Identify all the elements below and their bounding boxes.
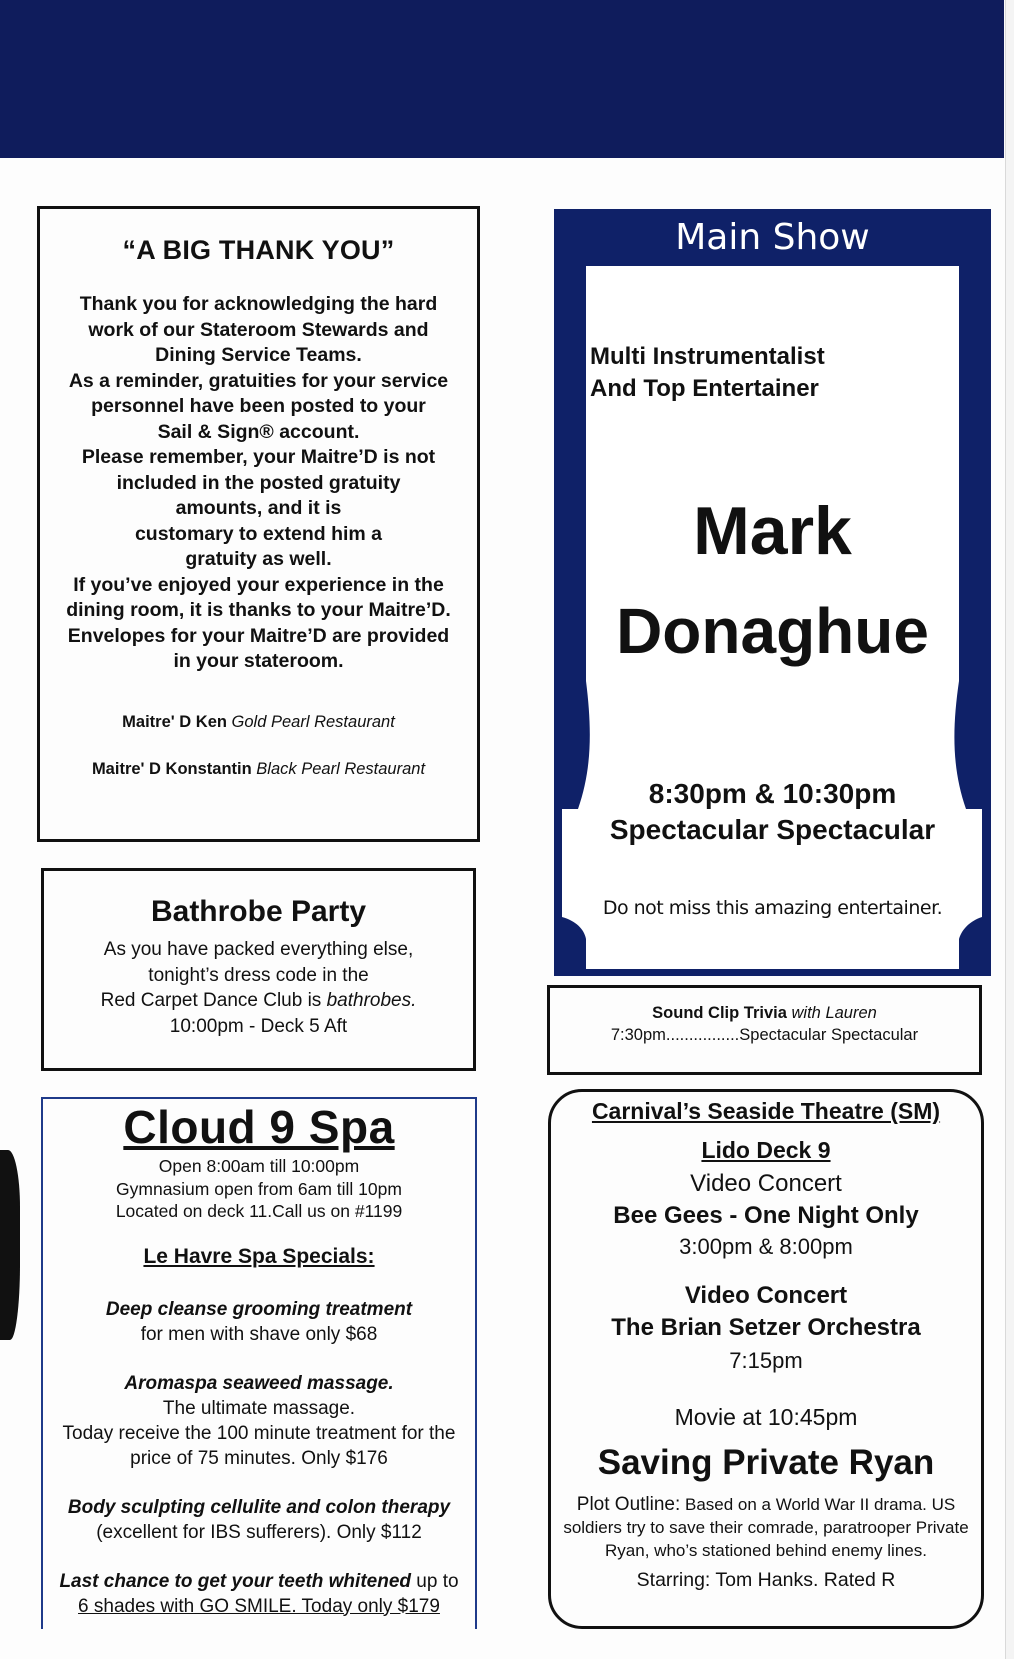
- thank-you-line: customary to extend him a: [134, 522, 383, 545]
- concert1-type: Video Concert: [690, 1170, 842, 1197]
- movie-starring: Starring: Tom Hanks. Rated R: [636, 1569, 896, 1591]
- spa-special-item: [43, 1371, 475, 1471]
- thank-you-line: personnel have been posted to your: [91, 395, 426, 417]
- spa-special-text: The ultimate massage.: [162, 1397, 356, 1419]
- plot-label: Plot Outline:: [576, 1494, 681, 1515]
- trivia-title: Sound Clip Trivia: [652, 1004, 787, 1022]
- thank-you-title: “A BIG THANK YOU”: [122, 235, 395, 265]
- header-banner: [0, 0, 1004, 158]
- spa-info-line: Located on deck 11.Call us on #1199: [115, 1201, 403, 1221]
- concert2-title: The Brian Setzer Orchestra: [611, 1314, 921, 1341]
- spa-special-text: (excellent for IBS sufferers). Only $112: [96, 1521, 422, 1543]
- movie-plot: [563, 1493, 969, 1562]
- page-edge: [1005, 0, 1014, 1659]
- spa-special-item: [43, 1495, 475, 1545]
- bathrobe-line: tonight’s dress code in the: [148, 964, 369, 986]
- signature-restaurant: Black Pearl Restaurant: [256, 759, 426, 778]
- bathrobe-line: [44, 988, 473, 1014]
- subtitle-line: Multi Instrumentalist: [590, 343, 825, 370]
- trivia-host: with Lauren: [791, 1004, 877, 1022]
- show-venue: Spectacular Spectacular: [609, 814, 936, 845]
- thank-you-line: Thank you for acknowledging the hard: [79, 293, 438, 315]
- main-show-title: Main Show: [675, 217, 870, 258]
- concert1-title: Bee Gees - One Night Only: [613, 1202, 919, 1229]
- spa-special-item: [43, 1297, 475, 1347]
- seaside-theatre-notice: [548, 1089, 984, 1629]
- spa-info-line: Gymnasium open from 6am till 10pm: [116, 1178, 402, 1199]
- signature-restaurant: Gold Pearl Restaurant: [231, 712, 395, 731]
- movie-title: Saving Private Ryan: [597, 1443, 935, 1482]
- main-show-panel: [554, 209, 991, 976]
- thank-you-line: dining room, it is thanks to your Maitre’D.: [66, 599, 451, 621]
- show-note: Do not miss this amazing entertainer.: [602, 897, 943, 919]
- sound-clip-trivia-notice: [547, 985, 982, 1075]
- show-time-line: 8:30pm & 10:30pm: [648, 778, 897, 809]
- bathrobe-line: As you have packed everything else,: [103, 939, 414, 960]
- thank-you-line: Envelopes for your Maitre’D are provided: [67, 624, 450, 647]
- thank-you-line: As a reminder, gratuities for your service: [68, 369, 449, 392]
- thank-you-notice: [37, 206, 480, 842]
- cloud9-spa-notice: [41, 1097, 477, 1629]
- spa-special-title: Last chance to get your teeth whitened: [59, 1570, 411, 1592]
- performer-last-name: Donaghue: [616, 595, 929, 667]
- spa-special-text: Today receive the 100 minute treatment for the: [62, 1422, 456, 1444]
- theatre-deck: Lido Deck 9: [701, 1137, 831, 1163]
- thank-you-body: [54, 292, 463, 675]
- main-show-subtitle: [590, 341, 950, 405]
- scan-artifact: [0, 1150, 20, 1340]
- signature-name: Maitre' D Konstantin: [91, 759, 252, 778]
- bathrobe-party-notice: [41, 868, 476, 1071]
- bathrobe-text: Red Carpet Dance Club is: [100, 990, 327, 1011]
- plot-text: Based on a World War II drama. US soldiers try to save their comrade, paratrooper Private Ryan, who’s stationed behind enemy lines.: [563, 1495, 969, 1560]
- bathrobe-title: Bathrobe Party: [150, 895, 367, 928]
- trivia-title-line: [550, 1004, 979, 1023]
- thank-you-line: in your stateroom.: [173, 650, 344, 672]
- bathrobe-emphasis: bathrobes.: [326, 990, 417, 1011]
- thank-you-line: Dining Service Teams.: [155, 344, 362, 366]
- concert2-type: Video Concert: [684, 1282, 848, 1309]
- thank-you-line: Please remember, your Maitre’D is not: [81, 446, 436, 468]
- thank-you-line: Sail & Sign® account.: [157, 420, 360, 443]
- spa-special-title: Body sculpting cellulite and colon therapy: [67, 1496, 451, 1518]
- movie-time: Movie at 10:45pm: [674, 1404, 858, 1430]
- signature-name: Maitre' D Ken: [122, 712, 227, 731]
- spa-special-item: [43, 1569, 475, 1619]
- thank-you-line: amounts, and it is: [175, 497, 342, 519]
- thank-you-line: included in the posted gratuity: [116, 471, 401, 494]
- signature-ken: [40, 713, 477, 732]
- spa-info-line: Open 8:00am till 10:00pm: [158, 1156, 360, 1176]
- concert1-times: 3:00pm & 8:00pm: [679, 1234, 853, 1259]
- concert2-time: 7:15pm: [729, 1348, 803, 1373]
- spa-specials-title: Le Havre Spa Specials:: [143, 1244, 375, 1268]
- show-times: [554, 776, 991, 848]
- spa-title: Cloud 9 Spa: [123, 1101, 395, 1153]
- spa-info: [43, 1155, 475, 1223]
- trivia-time-line: 7:30pm................Spectacular Spectacular: [610, 1026, 919, 1044]
- thank-you-line: If you’ve enjoyed your experience in the: [73, 573, 444, 596]
- spa-special-text: 6 shades with GO SMILE. Today only $179: [78, 1595, 440, 1617]
- subtitle-line: And Top Entertainer: [590, 375, 819, 402]
- spa-special-title: Deep cleanse grooming treatment: [105, 1298, 413, 1320]
- spa-special-title: Aromaspa seaweed massage.: [124, 1372, 394, 1394]
- spa-special-text: for men with shave only $68: [140, 1323, 378, 1345]
- theatre-heading: Carnival’s Seaside Theatre (SM): [591, 1098, 941, 1124]
- thank-you-line: gratuity as well.: [185, 548, 332, 570]
- spa-special-text: up to: [411, 1570, 459, 1592]
- performer-first-name: Mark: [693, 493, 852, 569]
- thank-you-line: work of our Stateroom Stewards and: [88, 318, 429, 341]
- bathrobe-body: [44, 937, 473, 1039]
- signature-konstantin: [40, 760, 477, 779]
- bathrobe-line: 10:00pm - Deck 5 Aft: [169, 1015, 348, 1037]
- curtain-graphic: [554, 209, 991, 976]
- spa-special-text: price of 75 minutes. Only $176: [130, 1447, 388, 1469]
